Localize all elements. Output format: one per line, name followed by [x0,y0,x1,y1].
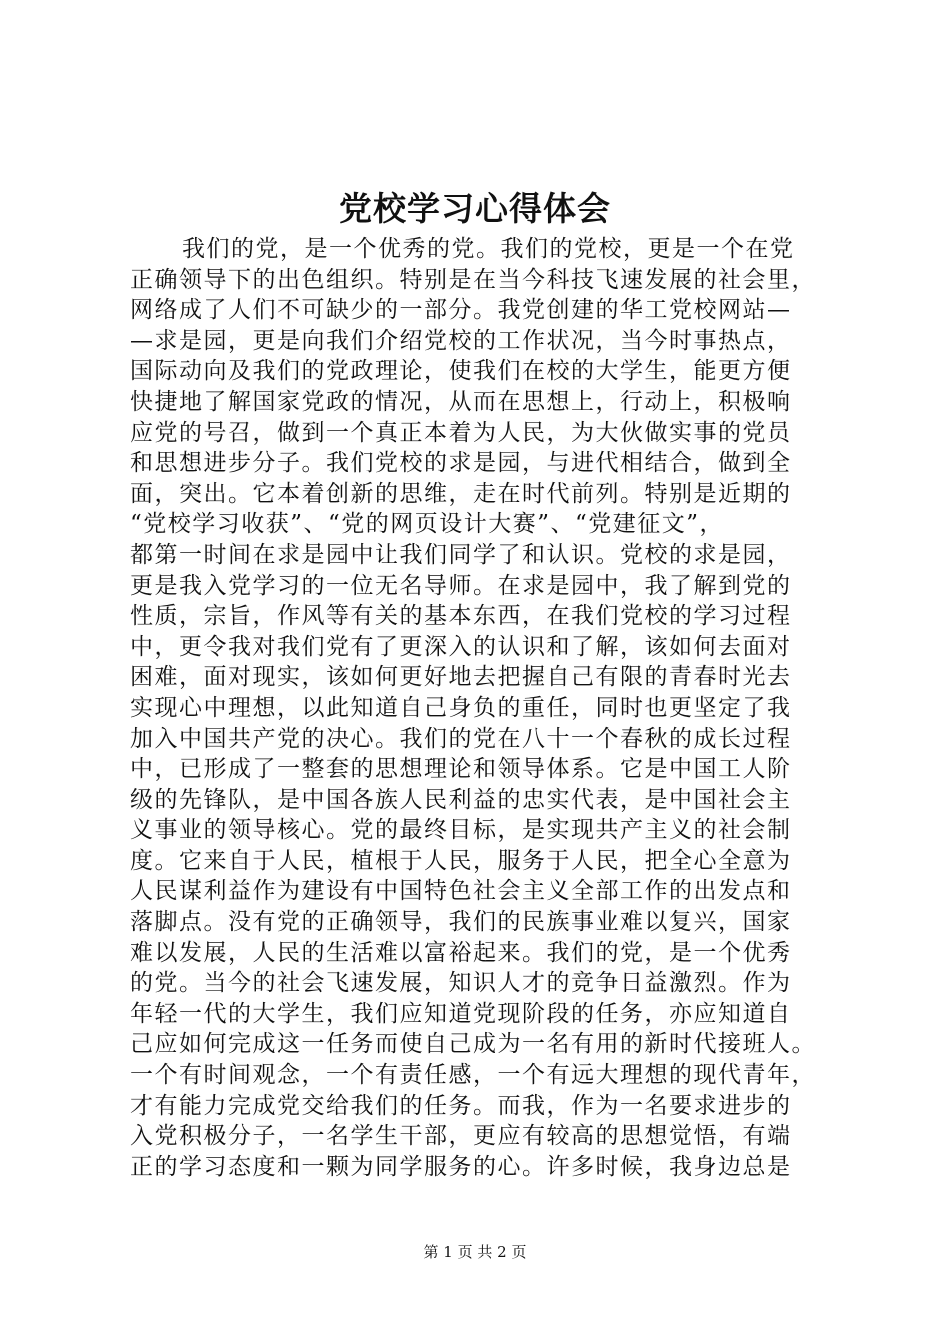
paragraph-line: 正的学习态度和一颗为同学服务的心。许多时候，我身边总是 [130,1153,792,1180]
paragraph-line: —求是园，更是向我们介绍党校的工作状况，当今时事热点， [130,327,792,354]
paragraph-line: 困难，面对现实，该如何更好地去把握自己有限的青春时光去 [130,664,792,691]
paragraph-line: 人民谋利益作为建设有中国特色社会主义全部工作的出发点和 [130,878,792,905]
paragraph-line: 性质，宗旨，作风等有关的基本东西，在我们党校的学习过程 [130,603,792,630]
paragraph-line: “党校学习收获”、“党的网页设计大赛”、“党建征文”， [130,511,725,538]
paragraph-line: 更是我入党学习的一位无名导师。在求是园中，我了解到党的 [130,572,792,599]
document-body [130,234,835,1182]
paragraph-line: 应党的号召，做到一个真正本着为人民，为大伙做实事的党员 [130,419,792,446]
paragraph-line: 入党积极分子，一名学生干部，更应有较高的思想觉悟，有端 [130,1123,792,1150]
paragraph-line: 都第一时间在求是园中让我们同学了和认识。党校的求是园， [130,541,792,568]
paragraph-line: 国际动向及我们的党政理论，使我们在校的大学生，能更方便 [130,358,792,385]
paragraph-line: 加入中国共产党的决心。我们的党在八十一个春秋的成长过程 [130,725,792,752]
page-footer: 第 1 页 共 2 页 [423,1243,527,1261]
paragraph-line: 面，突出。它本着创新的思维，走在时代前列。特别是近期的 [130,480,792,507]
paragraph-line: 才有能力完成党交给我们的任务。而我，作为一名要求进步的 [130,1092,792,1119]
paragraph-line: 己应如何完成这一任务而使自己成为一名有用的新时代接班人。 [130,1031,816,1058]
paragraph-line: 中，更令我对我们党有了更深入的认识和了解，该如何去面对 [130,633,792,660]
document-title: 党校学习心得体会 [339,189,611,228]
paragraph-line: 难以发展，人民的生活难以富裕起来。我们的党，是一个优秀 [130,939,792,966]
paragraph-line: 我们的党，是一个优秀的党。我们的党校，更是一个在党 [182,236,795,262]
paragraph-line: 年轻一代的大学生，我们应知道党现阶段的任务，亦应知道自 [130,1000,792,1027]
paragraph-line: 快捷地了解国家党政的情况，从而在思想上，行动上，积极响 [130,388,792,415]
paragraph-line: 落脚点。没有党的正确领导，我们的民族事业难以复兴，国家 [130,909,792,936]
paragraph-line: 网络成了人们不可缺少的一部分。我党创建的华工党校网站— [130,297,792,324]
paragraph-line: 中，已形成了一整套的思想理论和领导体系。它是中国工人阶 [130,756,792,783]
paragraph-line: 一个有时间观念，一个有责任感，一个有远大理想的现代青年， [130,1062,816,1089]
paragraph-line: 的党。当今的社会飞速发展，知识人才的竞争日益激烈。作为 [130,970,792,997]
paragraph-line: 义事业的领导核心。党的最终目标，是实现共产主义的社会制 [130,817,792,844]
paragraph-line: 正确领导下的出色组织。特别是在当今科技飞速发展的社会里， [130,266,816,293]
paragraph-line: 级的先锋队，是中国各族人民利益的忠实代表，是中国社会主 [130,786,792,813]
paragraph-line: 度。它来自于人民，植根于人民，服务于人民，把全心全意为 [130,847,792,874]
paragraph-line: 和思想进步分子。我们党校的求是园，与进代相结合，做到全 [130,450,792,477]
paragraph-line: 实现心中理想，以此知道自己身负的重任，同时也更坚定了我 [130,694,792,721]
